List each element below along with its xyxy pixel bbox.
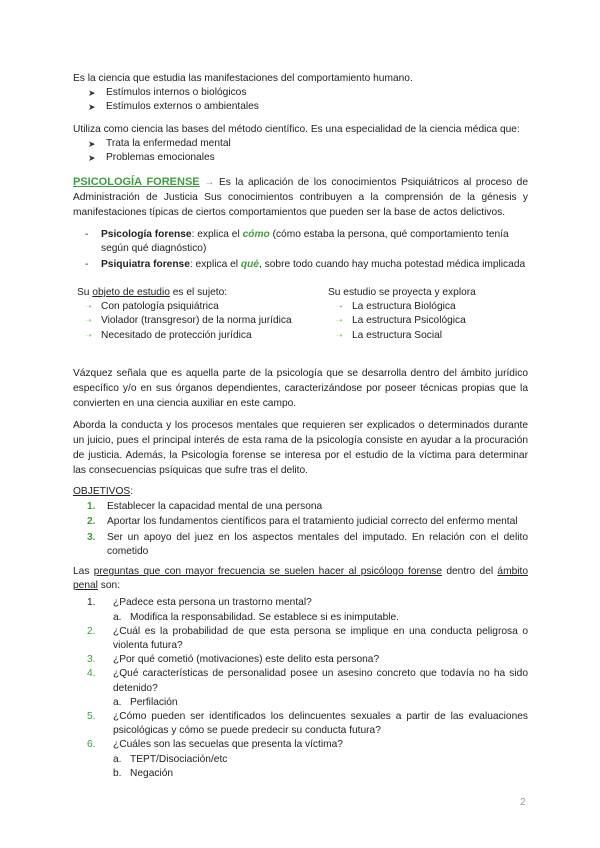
intro-text: Es la ciencia que estudia las manifestaciones del comportamiento humano.: [73, 73, 413, 84]
arrow-bullet-icon: ➝: [336, 316, 343, 326]
question-item: 5. ¿Cómo pueden ser identificados los delincuentes sexuales a partir de las evaluaciones psicológicas y cómo se puede predecir su conducta futura?: [87, 711, 528, 737]
question-subitem: a. Perfilación: [113, 696, 178, 708]
question-item: 4. ¿Qué características de personalidad posee un asesino concreto que todavía no ha sido detenido?: [87, 668, 528, 694]
object-title: Su objeto de estudio es el sujeto:: [77, 287, 228, 298]
definitions-list: [73, 228, 528, 273]
projects-item: ➝ La estructura Social: [328, 329, 476, 343]
question-item: 2. ¿Cuál es la probabilidad de que esta persona se implique en una conducta peligrosa o violenta futura?: [87, 625, 528, 652]
method-item: ➤ Problemas emocionales: [73, 151, 528, 165]
arrow-icon: →: [204, 177, 215, 188]
question-subitem: b. Negación: [113, 767, 174, 779]
questions-section: [73, 565, 528, 781]
arrow-bullet-icon: ➝: [85, 330, 92, 340]
method-section: [73, 123, 528, 166]
projects-column: [328, 286, 476, 343]
definition-item: - Psiquiatra forense: explica el qué, sobre todo cuando hay mucha potestad médica implicada: [73, 258, 528, 272]
method-text: Utiliza como ciencia las bases del método científico. Es una especialidad de la ciencia médica que:: [73, 124, 520, 135]
definition-item: - Psicología forense: explica el cómo (cómo estaba la persona, qué comportamiento tenía según qué diagnóstico): [85, 229, 509, 255]
arrow-bullet-icon: ➝: [85, 302, 92, 312]
forensic-title: PSICOLOGÍA FORENSE: [73, 176, 200, 188]
question-item: 1. ¿Padece esta persona un trastorno mental?: [87, 597, 312, 609]
objectives-title: OBJETIVOS:: [73, 486, 134, 497]
object-item: ➝ Necesitado de protección jurídica: [77, 329, 292, 343]
arrow-bullet-icon: ➝: [336, 330, 343, 340]
arrow-bullet-icon: ➝: [85, 316, 92, 326]
object-item: ➝ Con patología psiquiátrica: [77, 300, 292, 314]
dash-bullet: -: [85, 229, 89, 240]
objectives-section: [73, 485, 528, 559]
question-subitem: a. TEPT/Disociación/etc: [113, 753, 228, 765]
arrow-bullet-icon: ➤: [88, 88, 96, 99]
aborda-paragraph: Aborda la conducta y los procesos mentales que requieren ser explicados o determinados durante un juicio, pues el principal interés de esta rama de la psicología consiste en ayudar a la procuración de justicia. Además, la Psicología forense se interesa por el estudio de la víctima para determinar las consecuencias psíquicas que sufre tras el delito.: [73, 420, 528, 476]
vazquez-paragraph: Vázquez señala que es aquella parte de la psicología que se desarrolla dentro del ámbito jurídico específico y/o en sus órganos dependientes, caracterizándose por poseer técnicas propias que la convierten en una ciencia auxiliar en este campo.: [73, 368, 528, 409]
objective-item: 1. Establecer la capacidad mental de una persona: [87, 501, 323, 513]
arrow-bullet-icon: ➤: [88, 139, 96, 150]
projects-item: ➝ La estructura Psicológica: [328, 314, 476, 328]
arrow-bullet-icon: ➤: [88, 102, 96, 113]
object-item: ➝ Violador (transgresor) de la norma jurídica: [77, 314, 292, 328]
dash-bullet: -: [85, 259, 89, 271]
objective-item: 2. Aportar los fundamentos científicos para el tratamiento judicial correcto del enfermo mental: [87, 516, 518, 528]
arrow-bullet-icon: ➤: [88, 153, 96, 164]
projects-item: ➝ La estructura Biológica: [328, 300, 476, 314]
object-column: [77, 286, 292, 343]
intro-item: ➤ Estímulos internos o biológicos: [73, 86, 528, 100]
arrow-bullet-icon: ➝: [336, 302, 343, 312]
questions-intro: Las preguntas que con mayor frecuencia se suelen hacer al psicólogo forense dentro del ámbito penal son:: [73, 566, 528, 592]
question-item: 6. ¿Cuáles son las secuelas que presenta la víctima?: [87, 739, 343, 751]
intro-item: ➤ Estímulos externos o ambientales: [73, 100, 528, 114]
question-subitem: a. Modifica la responsabilidad. Se establece si es inimputable.: [113, 611, 399, 623]
objective-item: 3. Ser un apoyo del juez en los aspectos mentales del imputado. En relación con el delito cometido: [87, 531, 528, 557]
method-item: ➤ Trata la enfermedad mental: [73, 137, 528, 151]
intro-section: [73, 72, 528, 115]
question-item: 3. ¿Por qué cometió (motivaciones) este delito esta persona?: [87, 654, 380, 666]
forensic-paragraph: [73, 175, 528, 220]
page-number: 2: [520, 797, 526, 808]
projects-title: Su estudio se proyecta y explora: [328, 287, 476, 298]
forensic-text: Es la aplicación de los conocimientos Psiquiátricos al proceso de Administración de Justicia Sus conocimientos contribuyen a la comprensión de la génesis y manifestaciones típicas de ciertos comportamientos que pueden ser la base de actos delictivos.: [73, 177, 528, 218]
